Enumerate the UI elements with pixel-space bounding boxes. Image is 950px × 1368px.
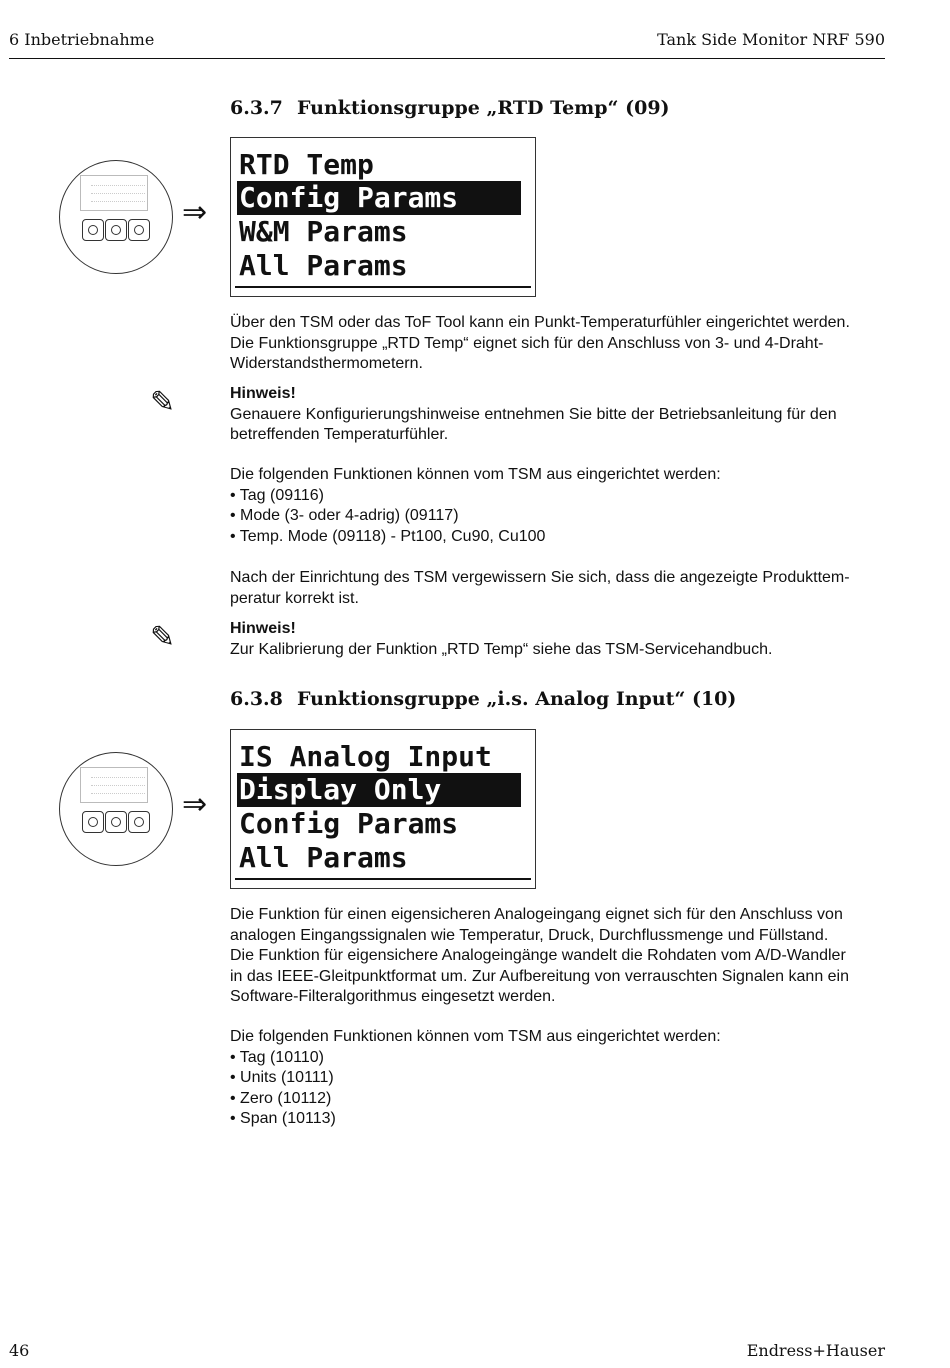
list-item: • Tag (09116) <box>230 486 324 504</box>
text-line: Software-Filteralgorithmus eingesetzt werden. <box>230 988 556 1005</box>
section-title: Funktionsgruppe „i.s. Analog Input“ (10) <box>297 688 737 710</box>
right-arrow-icon: ⇒ <box>182 196 208 229</box>
text-line: Zur Kalibrierung der Funktion „RTD Temp“ siehe das TSM-Servicehandbuch. <box>230 640 773 658</box>
plus-key-icon <box>105 811 127 833</box>
device-display-icon <box>59 752 173 866</box>
header-chapter: 6 Inbetriebnahme <box>9 30 155 49</box>
device-display-icon <box>59 160 173 274</box>
pencil-note-icon: ✎ <box>150 621 176 654</box>
note-block-2 <box>230 619 890 660</box>
section-heading-rtd-temp <box>230 97 670 119</box>
page-number: 46 <box>9 1341 30 1360</box>
lcd-row: W&M Params <box>239 215 408 248</box>
text-line: Nach der Einrichtung des TSM vergewissern Sie sich, dass die angezeigte Produkttem- <box>230 569 850 586</box>
list-item: • Tag (10110) <box>230 1048 324 1066</box>
note-block-1 <box>230 384 890 446</box>
list-item: • Temp. Mode (09118) - Pt100, Cu90, Cu100 <box>230 527 546 545</box>
section-heading-analog-input <box>230 688 736 710</box>
list-item: • Zero (10112) <box>230 1089 332 1107</box>
list-intro: Die folgenden Funktionen können vom TSM aus eingerichtet werden: <box>230 1028 721 1045</box>
device-lcd <box>80 767 148 803</box>
pencil-note-icon: ✎ <box>150 386 176 419</box>
section-title: Funktionsgruppe „RTD Temp“ (09) <box>297 97 670 119</box>
text-line: Die Funktionsgruppe „RTD Temp“ eignet sich für den Anschluss von 3- und 4-Draht- <box>230 334 824 352</box>
minus-key-icon <box>82 219 104 241</box>
enter-key-icon <box>128 219 150 241</box>
analog-intro-paragraph <box>230 905 890 1008</box>
lcd-row: Config Params <box>239 807 459 840</box>
lcd-row-selected: Config Params <box>237 181 521 215</box>
text-line: betreffenden Temperaturfühler. <box>230 426 449 443</box>
text-line: Über den TSM oder das ToF Tool kann ein Punkt-Temperaturfühler eingerichtet werden. <box>230 314 850 331</box>
text-line: Die Funktion für einen eigensicheren Analogeingang eignet sich für den Anschluss von <box>230 906 843 923</box>
lcd-baseline <box>235 878 531 880</box>
lcd-row: All Params <box>239 249 408 282</box>
text-line: in das IEEE-Gleitpunktformat um. Zur Aufbereitung von verrauschten Signalen kann ein <box>230 967 850 985</box>
section-number: 6.3.7 <box>230 97 283 119</box>
list-intro: Die folgenden Funktionen können vom TSM aus eingerichtet werden: <box>230 466 721 483</box>
lcd-screen-analog-input <box>230 729 536 889</box>
enter-key-icon <box>128 811 150 833</box>
text-line: Die Funktion für eigensichere Analogeingänge wandelt die Rohdaten vom A/D-Wandler <box>230 947 846 964</box>
list-item: • Units (10111) <box>230 1069 334 1086</box>
rtd-intro-paragraph <box>230 313 890 375</box>
brand-logo: Endress+Hauser <box>746 1341 885 1360</box>
plus-key-icon <box>105 219 127 241</box>
right-arrow-icon: ⇒ <box>182 788 208 821</box>
rtd-functions-list <box>230 465 890 547</box>
page-footer <box>9 1341 885 1360</box>
minus-key-icon <box>82 811 104 833</box>
text-line: peratur korrekt ist. <box>230 589 359 607</box>
text-line: Genauere Konfigurierungshinweise entnehmen Sie bitte der Betriebsanleitung für den <box>230 405 837 423</box>
device-lcd <box>80 175 148 211</box>
lcd-screen-rtd-temp <box>230 137 536 297</box>
note-heading: Hinweis! <box>230 620 296 637</box>
section-number: 6.3.8 <box>230 688 283 710</box>
lcd-row-title: IS Analog Input <box>239 740 492 773</box>
text-line: analogen Eingangssignalen wie Temperatur, Druck, Durchflussmenge und Füllstand. <box>230 926 829 944</box>
lcd-row-selected: Display Only <box>237 773 521 807</box>
lcd-row: All Params <box>239 841 408 874</box>
rtd-after-paragraph <box>230 568 890 609</box>
text-line: Widerstandsthermometern. <box>230 355 423 372</box>
analog-functions-list <box>230 1027 890 1130</box>
list-item: • Mode (3- oder 4-adrig) (09117) <box>230 507 459 524</box>
page-header <box>9 30 885 59</box>
header-product: Tank Side Monitor NRF 590 <box>657 30 885 49</box>
note-heading: Hinweis! <box>230 385 296 402</box>
list-item: • Span (10113) <box>230 1110 336 1127</box>
lcd-row-title: RTD Temp <box>239 148 374 181</box>
lcd-baseline <box>235 286 531 288</box>
